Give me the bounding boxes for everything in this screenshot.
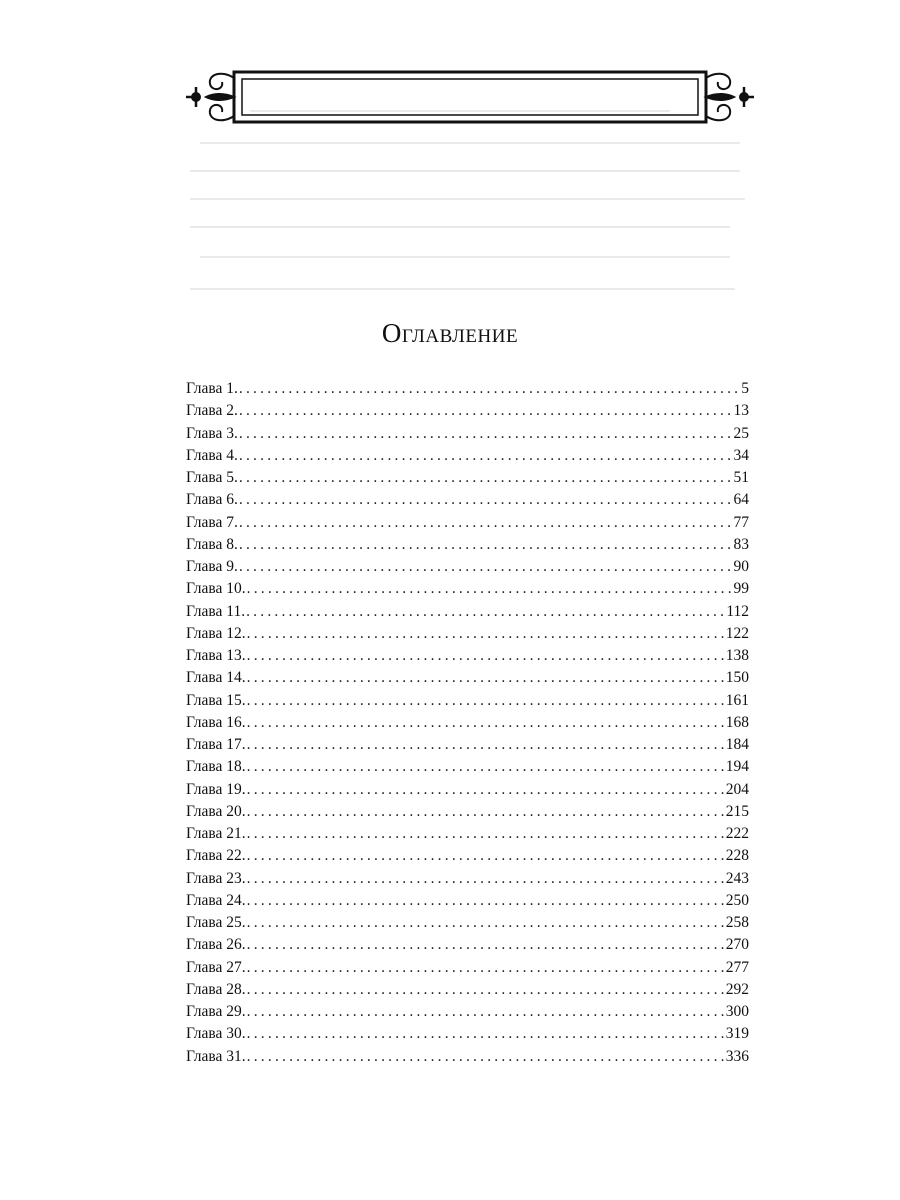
toc-dot-leader (247, 779, 724, 801)
toc-entry (186, 645, 749, 667)
toc-entry-page-number: 99 (733, 580, 749, 598)
toc-entry (186, 400, 749, 422)
toc-dot-leader (247, 690, 724, 712)
toc-entry (186, 556, 749, 578)
toc-dot-leader (247, 734, 724, 756)
toc-entry (186, 445, 749, 467)
toc-dot-leader (247, 1023, 724, 1045)
toc-entry-page-number: 34 (733, 446, 749, 464)
toc-dot-leader (247, 868, 724, 890)
toc-entry-page-number: 270 (725, 936, 749, 954)
toc-dot-leader (247, 845, 724, 867)
toc-entry-label: Глава 12. (186, 624, 246, 642)
toc-entry-page-number: 138 (725, 647, 749, 664)
toc-entry-label: Глава 23. (186, 869, 246, 887)
bleed-through-line (190, 226, 730, 228)
toc-entry-label: Глава 30. (186, 1025, 246, 1043)
toc-entry-page-number: 112 (726, 602, 749, 620)
toc-entry (186, 734, 749, 756)
toc-entry (186, 623, 749, 645)
toc-entry (186, 801, 749, 823)
toc-dot-leader (247, 756, 724, 778)
toc-dot-leader (239, 534, 732, 556)
toc-dot-leader (247, 957, 724, 979)
toc-dot-leader (247, 823, 724, 845)
toc-dot-leader (239, 467, 732, 489)
toc-dot-leader (239, 423, 732, 445)
toc-dot-leader (246, 601, 724, 623)
toc-entry-page-number: 64 (733, 491, 749, 509)
toc-entry-label: Глава 1. (186, 380, 238, 397)
toc-entry (186, 957, 749, 979)
toc-entry-page-number: 228 (725, 847, 749, 865)
toc-dot-leader (247, 890, 724, 912)
toc-entry (186, 868, 749, 890)
toc-entry-label: Глава 25. (186, 914, 246, 931)
toc-entry (186, 667, 749, 689)
toc-entry (186, 979, 749, 1001)
toc-dot-leader (239, 556, 732, 578)
toc-entry-label: Глава 10. (186, 580, 246, 598)
toc-entry-label: Глава 3. (186, 424, 238, 442)
toc-entry-page-number: 319 (725, 1025, 749, 1043)
toc-entry-page-number: 243 (725, 869, 749, 887)
toc-entry-page-number: 277 (725, 958, 749, 976)
toc-dot-leader (247, 667, 724, 689)
toc-entry-page-number: 168 (725, 713, 749, 731)
toc-entry (186, 489, 749, 511)
toc-entry-page-number: 292 (725, 980, 749, 998)
toc-entry-label: Глава 16. (186, 713, 246, 731)
toc-entry-page-number: 194 (725, 758, 749, 776)
toc-entry-page-number: 90 (733, 558, 749, 575)
toc-entry (186, 534, 749, 556)
toc-entry-label: Глава 31. (186, 1047, 246, 1065)
bleed-through-line (190, 288, 735, 290)
header-ornament (182, 66, 758, 128)
toc-entry-page-number: 150 (725, 669, 749, 687)
toc-entry (186, 779, 749, 801)
toc-entry-page-number: 258 (725, 914, 749, 931)
toc-entry-page-number: 336 (725, 1047, 749, 1065)
toc-entry (186, 1046, 749, 1068)
toc-entry-page-number: 250 (725, 891, 749, 909)
toc-entry-page-number: 222 (725, 825, 749, 842)
toc-entry (186, 890, 749, 912)
toc-entry-label: Глава 21. (186, 825, 246, 842)
toc-entry (186, 1001, 749, 1023)
bleed-through-line (190, 198, 745, 200)
toc-entry-label: Глава 2. (186, 402, 238, 420)
toc-dot-leader (247, 645, 724, 667)
toc-entry (186, 1023, 749, 1045)
toc-entry-label: Глава 14. (186, 669, 246, 687)
bleed-through-line (200, 142, 740, 144)
toc-entry-label: Глава 29. (186, 1003, 246, 1020)
toc-entry (186, 378, 749, 400)
toc-entry-label: Глава 9. (186, 558, 238, 575)
toc-entry-page-number: 13 (733, 402, 749, 420)
toc-entry-page-number: 204 (725, 780, 749, 798)
toc-entry (186, 512, 749, 534)
toc-entry-label: Глава 11. (186, 602, 246, 620)
toc-entry (186, 845, 749, 867)
toc-entry (186, 690, 749, 712)
toc-dot-leader (239, 400, 732, 422)
toc-entry-label: Глава 18. (186, 758, 246, 776)
toc-entry-page-number: 215 (725, 802, 749, 820)
toc-entry-page-number: 5 (741, 380, 749, 397)
toc-dot-leader (239, 445, 732, 467)
toc-entry (186, 912, 749, 934)
toc-entry-label: Глава 6. (186, 491, 238, 509)
toc-entry (186, 578, 749, 600)
toc-list (186, 378, 749, 1068)
toc-entry-page-number: 161 (725, 691, 749, 709)
toc-entry (186, 823, 749, 845)
toc-entry-label: Глава 5. (186, 469, 238, 486)
toc-entry-page-number: 184 (725, 736, 749, 753)
toc-entry-label: Глава 19. (186, 780, 246, 798)
toc-dot-leader (247, 1046, 724, 1068)
toc-dot-leader (239, 489, 732, 511)
toc-dot-leader (239, 512, 732, 534)
toc-entry-page-number: 83 (733, 535, 749, 553)
toc-entry-page-number: 51 (733, 469, 749, 486)
bleed-through-line (190, 170, 740, 172)
toc-entry-label: Глава 28. (186, 980, 246, 998)
toc-entry-label: Глава 26. (186, 936, 246, 954)
toc-entry-page-number: 122 (725, 624, 749, 642)
toc-entry (186, 601, 749, 623)
toc-dot-leader (247, 912, 724, 934)
toc-dot-leader (247, 934, 724, 956)
toc-dot-leader (247, 623, 724, 645)
toc-dot-leader (239, 378, 737, 400)
toc-entry (186, 423, 749, 445)
toc-entry-label: Глава 20. (186, 802, 246, 820)
toc-entry-label: Глава 22. (186, 847, 246, 865)
toc-dot-leader (247, 712, 724, 734)
toc-entry-label: Глава 13. (186, 647, 246, 664)
toc-dot-leader (247, 979, 724, 1001)
toc-entry-label: Глава 17. (186, 736, 246, 753)
toc-title: Оглавление (381, 318, 519, 348)
bleed-through-line (200, 256, 730, 258)
toc-entry-label: Глава 4. (186, 446, 238, 464)
toc-entry-label: Глава 7. (186, 513, 238, 531)
toc-entry-label: Глава 24. (186, 891, 246, 909)
toc-entry-label: Глава 8. (186, 535, 238, 553)
toc-dot-leader (247, 1001, 724, 1023)
toc-dot-leader (247, 801, 724, 823)
toc-entry-label: Глава 27. (186, 958, 246, 976)
toc-entry-page-number: 300 (725, 1003, 749, 1020)
toc-entry (186, 934, 749, 956)
toc-dot-leader (247, 578, 732, 600)
toc-entry-label: Глава 15. (186, 691, 246, 709)
toc-entry (186, 712, 749, 734)
toc-entry (186, 467, 749, 489)
toc-entry-page-number: 77 (733, 513, 749, 531)
toc-entry-page-number: 25 (733, 424, 749, 442)
toc-entry (186, 756, 749, 778)
